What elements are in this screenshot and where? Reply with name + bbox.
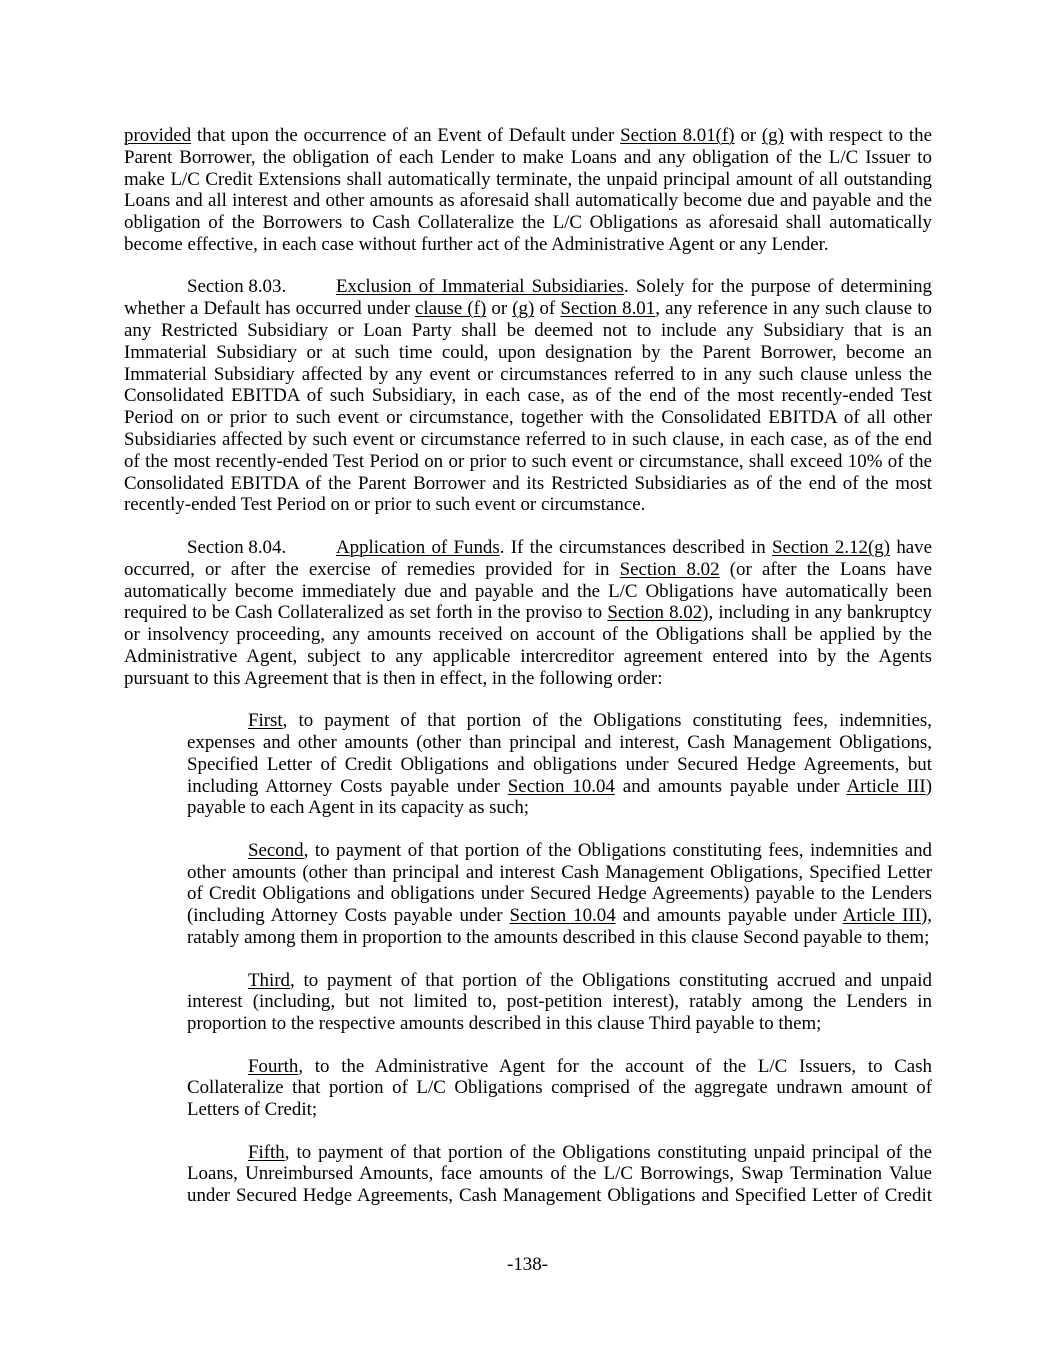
cross-reference: Section 10.04: [509, 905, 616, 927]
text-run: or: [734, 125, 762, 146]
text-run: have occurred, or after the exercise of remedies provided for in: [124, 536, 932, 580]
text-run: , to the Administrative Agent for the account of the L/C Issuers, to Cash Collateralize that portion of L/C Obligations comprised of the aggregate undrawn amount of Letters of Credit;: [187, 1055, 932, 1121]
cross-reference: Article III: [842, 905, 921, 927]
waterfall-label: Second: [248, 839, 304, 861]
text-run: ), including in any bankruptcy or insolvency proceeding, any amounts received on account of the Obligations shall be applied by the Administrative Agent, subject to any applicable intercreditor agreement entered into by the Agents pursuant to this Agreement that is then in effect, in the following order:: [124, 602, 933, 689]
waterfall-item-third: [187, 970, 932, 1035]
text-run: , to payment of that portion of the Obligations constituting unpaid principal of the Loans, Unreimbursed Amounts, face amounts of the L/C Borrowings, Swap Termination Value under Secured Hedge Agreements, Cash Management Obligations and Specified Letter of Credit: [187, 1141, 932, 1207]
cross-reference: Section 8.02: [607, 602, 703, 624]
waterfall-label: Fourth: [248, 1055, 299, 1077]
waterfall-label: Third: [248, 969, 290, 991]
section-number: Section 8.04.: [187, 536, 287, 558]
text-run: and amounts payable under: [614, 775, 847, 797]
cross-reference: Section 8.02: [619, 558, 720, 580]
proviso-paragraph: [124, 125, 932, 256]
waterfall-item-second: [187, 840, 932, 949]
cross-reference: (g): [512, 298, 535, 320]
waterfall-label: Fifth: [248, 1141, 285, 1163]
cross-reference: Section 10.04: [507, 775, 615, 797]
text-run: ) payable to each Agent in its capacity as such;: [187, 775, 933, 819]
section-number: Section 8.03.: [187, 276, 287, 298]
text-run: with respect to the Parent Borrower, the obligation of each Lender to make Loans and any obligation of the L/C Issuer to make L/C Credit Extensions shall automatically terminate, the unpaid principal amount of all outstanding Loans and all interest and other amounts as aforesaid shall automatically become due and payable and the obligation of the Borrowers to Cash Collateralize the L/C Obligations as aforesaid shall automatically become effective, in each case without further act of the Administrative Agent or any Lender.: [124, 125, 932, 255]
text-run: (or after the Loans have automatically become immediately due and payable and the L/C Obligations have automatically been required to be Cash Collateralized as set forth in the proviso to: [124, 558, 932, 624]
cross-reference: clause (f): [415, 298, 487, 320]
text-run: or: [486, 298, 513, 320]
cross-reference: Section 2.12(g): [771, 536, 891, 558]
text-run: , to payment of that portion of the Obligations constituting fees, indemnities, expenses and other amounts (other than principal and interest, Cash Management Obligations, Specified Letter of Credit Obligations and obligations under Secured Hedge Agreements, but including Attorney Costs payable under: [187, 710, 932, 797]
section-heading: Exclusion of Immaterial Subsidiaries: [336, 276, 625, 298]
waterfall-item-fifth: [187, 1142, 932, 1207]
page-body: [124, 125, 932, 1228]
waterfall-item-fourth: [187, 1056, 932, 1121]
cross-reference: (g): [761, 125, 784, 146]
text-run: ), ratably among them in proportion to the amounts described in this clause Second payable to them;: [187, 905, 933, 949]
section-heading: Application of Funds: [336, 536, 500, 558]
text-run: , to payment of that portion of the Obligations constituting accrued and unpaid interest (including, but not limited to, post-petition interest), ratably among the Lenders in proportion to the respective amounts described in this clause Third payable to them;: [187, 969, 932, 1035]
text-run: that upon the occurrence of an Event of Default under: [191, 125, 621, 146]
waterfall-label: First: [248, 710, 283, 732]
defined-term: provided: [124, 125, 192, 146]
cross-reference: Section 8.01(f): [620, 125, 735, 146]
text-run: , any reference in any such clause to any Restricted Subsidiary or Loan Party shall be deemed not to include any Subsidiary that is an Immaterial Subsidiary or at such time could, upon designation by the Parent Borrower, become an Immaterial Subsidiary affected by any event or circumstances referred to in any such clause unless the Consolidated EBITDA of such Subsidiary, in each case, as of the end of the most recently-ended Test Period on or prior to such event or circumstance, together with the Consolidated EBITDA of all other Subsidiaries affected by such event or circumstance referred to in such clause, in each case, as of the end of the most recently-ended Test Period on or prior to such event or circumstance, shall exceed 10% of the Consolidated EBITDA of the Parent Borrower and its Restricted Subsidiaries as of the end of the most recently-ended Test Period on or prior to such event or circumstance.: [124, 298, 932, 516]
cross-reference: Article III: [846, 775, 926, 797]
text-run: of: [534, 298, 561, 320]
section-8-03-paragraph: [124, 276, 932, 516]
section-8-04-paragraph: [124, 537, 932, 690]
waterfall-item-first: [187, 710, 932, 819]
cross-reference: Section 8.01: [560, 298, 656, 320]
page-number: -138-: [507, 1254, 548, 1275]
text-run: and amounts payable under: [615, 905, 843, 927]
text-run: . Solely for the purpose of determining whether a Default has occurred under: [124, 276, 932, 320]
text-run: , to payment of that portion of the Obligations constituting fees, indemnities and other amounts (other than principal and interest Cash Management Obligations, Specified Letter of Credit Obligations and obligations under Secured Hedge Agreements) payable to the Lenders (including Attorney Costs payable under: [187, 839, 932, 927]
text-run: . If the circumstances described in: [499, 536, 772, 558]
